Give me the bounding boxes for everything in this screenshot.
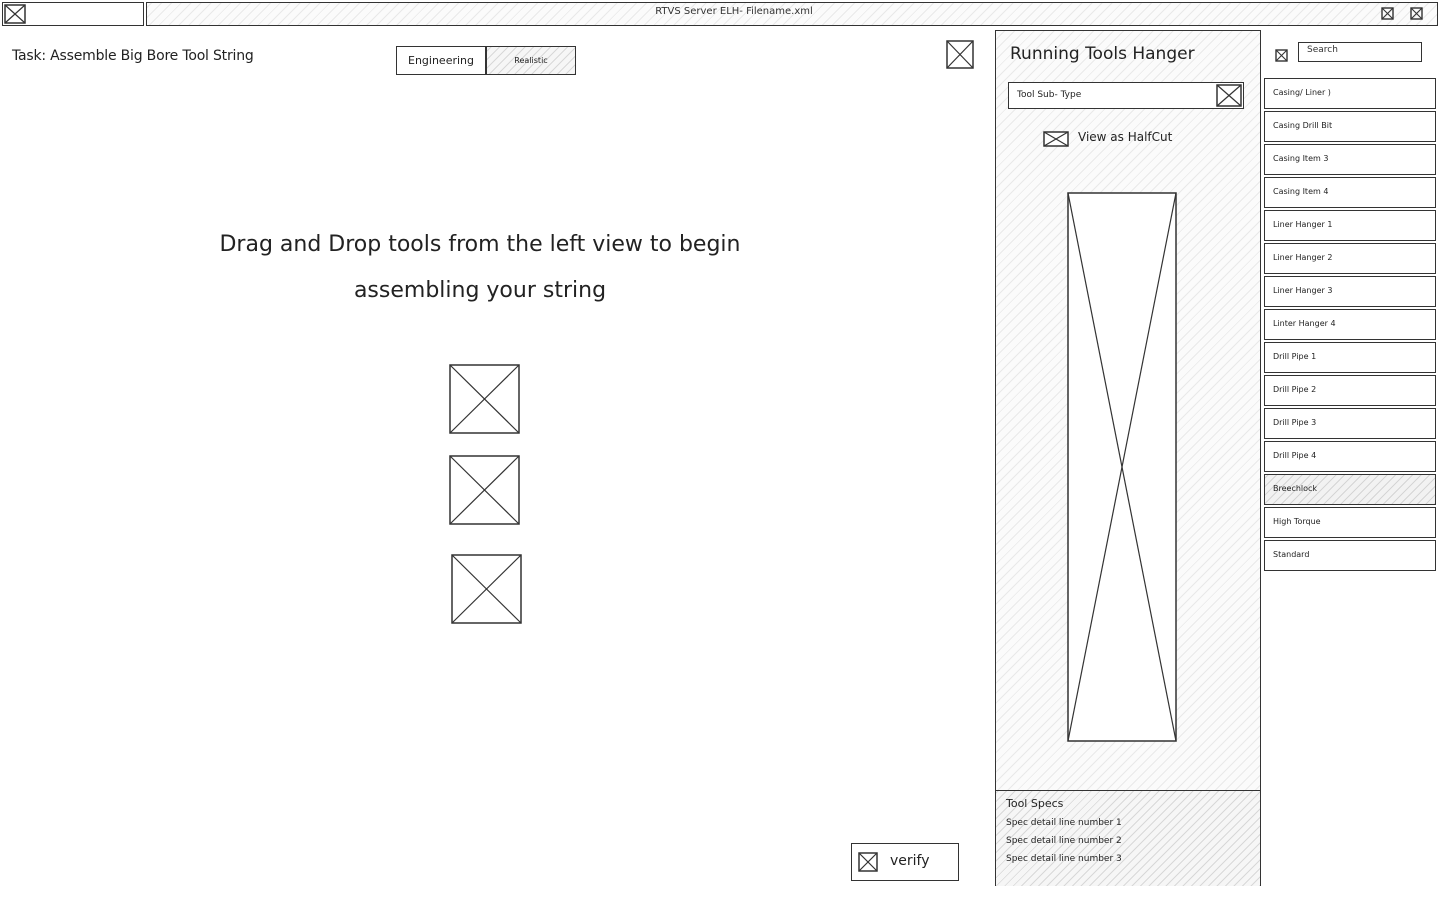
search-input[interactable]: Search bbox=[1298, 42, 1422, 62]
list-item[interactable]: Drill Pipe 3 bbox=[1264, 408, 1436, 439]
tool-drop-slot-3[interactable] bbox=[451, 554, 522, 624]
list-item[interactable]: Drill Pipe 1 bbox=[1264, 342, 1436, 373]
close-icon[interactable] bbox=[1410, 7, 1423, 20]
list-item[interactable]: Linter Hanger 4 bbox=[1264, 309, 1436, 340]
search-icon[interactable] bbox=[1275, 49, 1288, 62]
instruction-line-1: Drag and Drop tools from the left view to begin bbox=[219, 232, 741, 257]
tool-list bbox=[1264, 78, 1436, 573]
tool-preview-image bbox=[1067, 192, 1177, 742]
app-icon bbox=[4, 4, 26, 24]
list-item[interactable]: Drill Pipe 2 bbox=[1264, 375, 1436, 406]
list-item[interactable]: Standard bbox=[1264, 540, 1436, 571]
list-item[interactable]: Drill Pipe 4 bbox=[1264, 441, 1436, 472]
tool-drop-slot-1[interactable] bbox=[449, 364, 520, 434]
view-mode-realistic-button[interactable]: Realistic bbox=[486, 46, 576, 75]
list-item[interactable]: Liner Hanger 3 bbox=[1264, 276, 1436, 307]
halfcut-checkbox-icon[interactable] bbox=[1043, 131, 1069, 147]
tool-drop-slot-2[interactable] bbox=[449, 455, 520, 525]
maximize-icon[interactable] bbox=[1381, 7, 1394, 20]
list-item[interactable]: Casing Item 4 bbox=[1264, 177, 1436, 208]
window-title: RTVS Server ELH- Filename.xml bbox=[655, 6, 813, 17]
panel-title: Running Tools Hanger bbox=[1010, 44, 1195, 64]
verify-button[interactable] bbox=[851, 843, 959, 881]
list-item[interactable]: High Torque bbox=[1264, 507, 1436, 538]
close-task-icon[interactable] bbox=[946, 40, 974, 69]
verify-label: verify bbox=[890, 853, 930, 869]
task-label: Task: Assemble Big Bore Tool String bbox=[12, 48, 254, 64]
list-item[interactable]: Casing Item 3 bbox=[1264, 144, 1436, 175]
verify-icon bbox=[858, 852, 878, 872]
list-item[interactable]: Casing/ Liner ) bbox=[1264, 78, 1436, 109]
spec-line-1: Spec detail line number 1 bbox=[1006, 818, 1122, 828]
view-mode-engineering-button[interactable]: Engineering bbox=[396, 46, 486, 75]
halfcut-label: View as HalfCut bbox=[1078, 130, 1173, 144]
list-item-selected[interactable]: Breechlock bbox=[1264, 474, 1436, 505]
spec-line-3: Spec detail line number 3 bbox=[1006, 854, 1122, 864]
instruction-line-2: assembling your string bbox=[353, 278, 607, 303]
tool-subtype-select[interactable]: Tool Sub- Type bbox=[1008, 82, 1244, 109]
drop-instruction bbox=[200, 222, 760, 314]
tool-specs-title: Tool Specs bbox=[1006, 797, 1064, 810]
list-item[interactable]: Liner Hanger 1 bbox=[1264, 210, 1436, 241]
spec-line-2: Spec detail line number 2 bbox=[1006, 836, 1122, 846]
list-item[interactable]: Casing Drill Bit bbox=[1264, 111, 1436, 142]
list-item[interactable]: Liner Hanger 2 bbox=[1264, 243, 1436, 274]
tool-specs-section bbox=[996, 790, 1260, 886]
subtype-dropdown-icon[interactable] bbox=[1216, 84, 1242, 107]
